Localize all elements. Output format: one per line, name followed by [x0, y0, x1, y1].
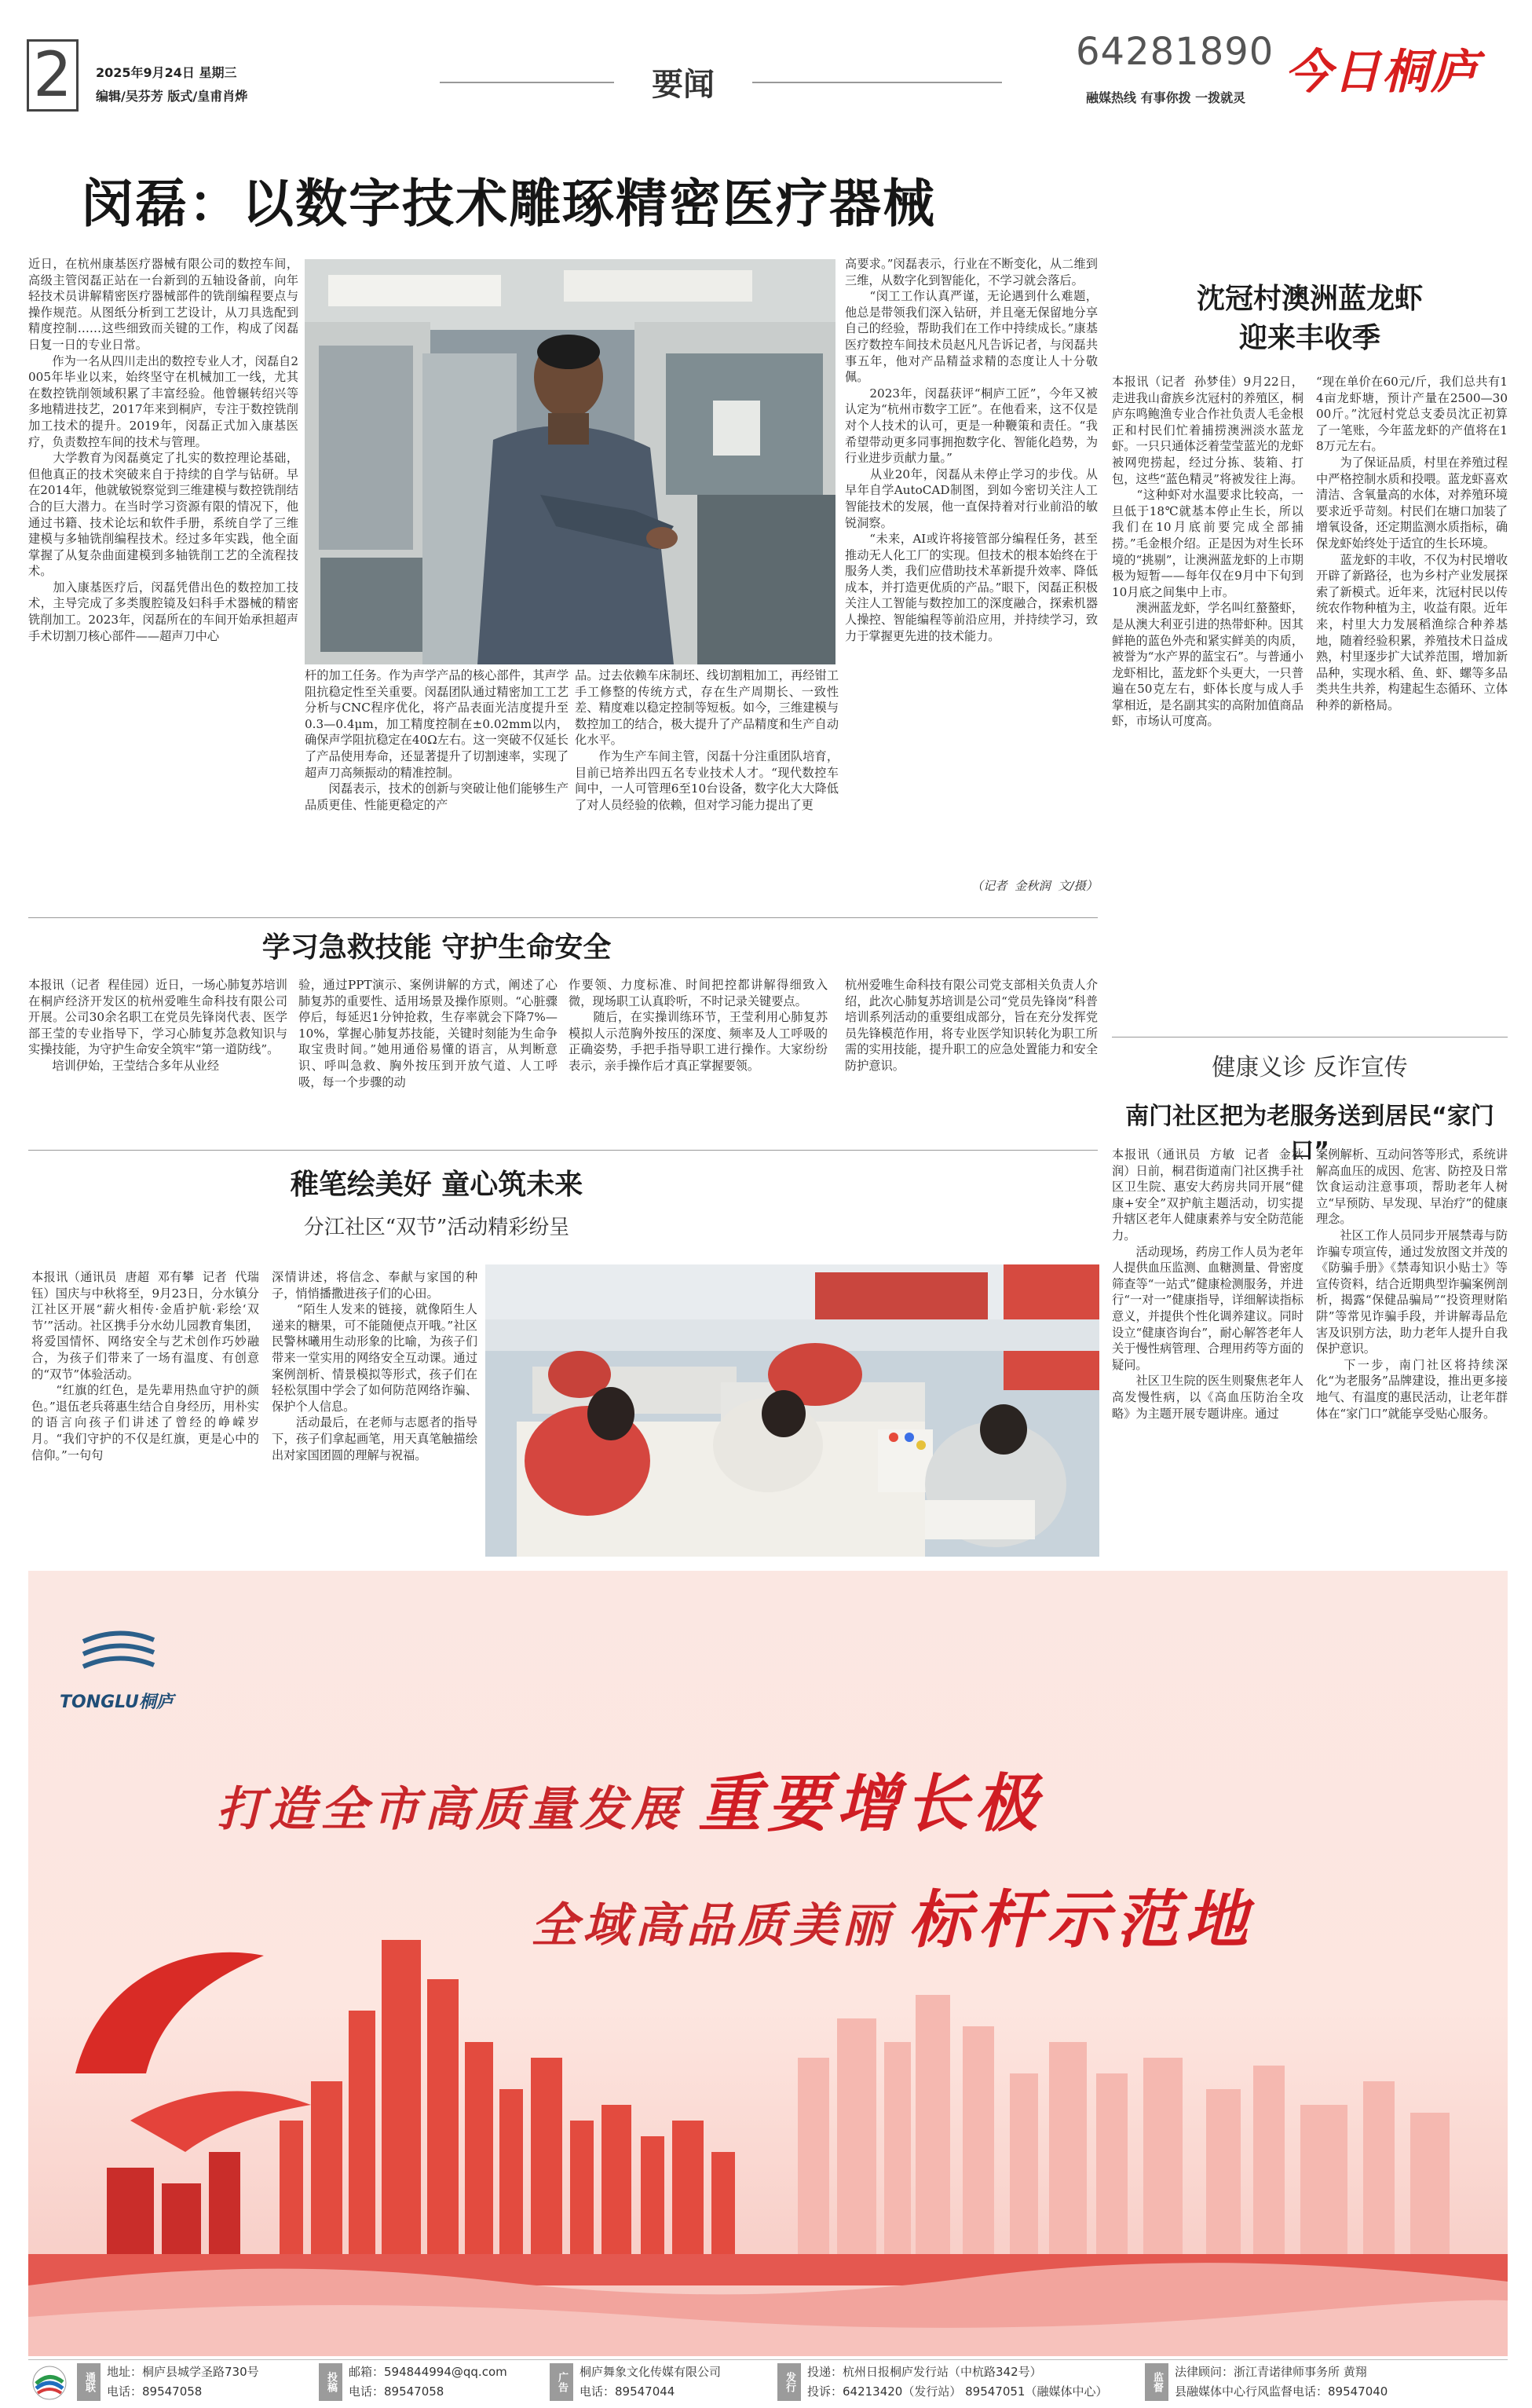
lead-column-3: 品。过去依赖车床制坯、线切割粗加工，再经钳工手工修整的传统方式，存在生产周期长、一致性差、精度难以稳定控制等短板。如今，三维建模与数控加工的结合，极大提升了产品精度和生产自动化水平。 作为生产车间主管，闵磊十分注重团队培育，目前已培养出四五名专业技术人才。“现代数控车间中，一人可管理6至10台设备，数字化大大降低了对人员经验的依赖，但对学习能力提出了更 — [575, 668, 839, 812]
ad-banner — [28, 1571, 1508, 2356]
footer-label: 投稿 — [319, 2363, 342, 2401]
footer-text-line: 地址：桐庐县城学圣路730号 — [107, 2365, 259, 2379]
lead-column-2: 杆的加工任务。作为声学产品的核心部件，其声学阻抗稳定性至关重要。闵磊团队通过精密加工工艺分析与CNC程序优化，将产品表面光洁度提升至0.3—0.4μm，加工精度控制在±0.02mm以内，确保声学阻抗稳定在40Ω左右。这一突破不仅延长了产品使用寿命，还显著提升了切割速率，实现了超声刀高频振动的精准控制。 闵磊表示，技术的创新与突破让他们能够生产品质更佳、性能更稳定的产 — [305, 668, 569, 812]
lobster-headline-1: 沈冠村澳洲蓝龙虾 — [1196, 283, 1423, 315]
lead-photo-svg — [305, 259, 835, 664]
footer-text-line: 桐庐舞象文化传媒有限公司 — [580, 2365, 722, 2379]
lead-column-4: 高要求。”闵磊表示，行业在不断变化，从二维到三维，从数字化到智能化，不学习就会落后。 “闵工工作认真严谨，无论遇到什么难题，他总是带领我们深入钻研，并且毫无保留地分享自己的经验，帮助我们在工作中持续成长。”康基医疗数控车间技术员赵凡凡告诉记者，与闵磊共事五年，他对产品精益求精的态度让人十分敬佩。 2023年，闵磊获评“桐庐工匠”，今年又被认定为“杭州市数字工匠”。在他看来，这不仅是对个人技术的认可，更是一种鞭策和责任。“我希望带动更多同事拥抱数字化、智能化趋势，为行业进步贡献力量。” 从业20年，闵磊从未停止学习的步伐。从早年自学AutoCAD制图，到如今密切关注人工智能技术的发展，他一直保持着对行业前沿的敏锐洞察。 “未来，AI或许将接管部分编程任务，甚至推动无人化工厂的实现。但技术的根本始终在于服务人类，我们应借助技术革新提升效率、降低成本，并打造更优质的产品。”眼下，闵磊正积极关注人工智能与数控加工的深度融合，探索机器人操控、智能编程等前沿应用，并持续学习，致力于掌握更先进的技术能力。 — [845, 257, 1098, 643]
elderly-column-1: 本报讯（通讯员 方敏 记者 金秋润）日前，桐君街道南门社区携手社区卫生院、惠安大药房共同开展“健康+安全”双护航主题活动，切实提升辖区老年人健康素养与安全防范能力。 活动现场，药房工作人员为老年人提供血压监测、血糖测量、骨密度筛查等“一站式”健康检测服务，并进行“一对一”健康指导，详细解读指标意义，并提供个性化调养建议。同时设立“健康咨询台”，耐心解答老年人关于慢性病管理、合理用药等方面的疑问。 社区卫生院的医生则聚焦老年人高发慢性病，以《高血压防治全攻略》为主题开展专题讲座。通过 — [1112, 1147, 1303, 1421]
festival-column-1: 本报讯（通讯员 唐超 邓有攀 记者 代瑞钰）国庆与中秋将至，9月23日，分水镇分江社区开展“薪火相传·金盾护航·彩绘‘双节’”活动。社区携手分水幼儿园教育集团，将爱国情怀、网络安全与艺术创作巧妙融合，为孩子们带来了一场有温度、有创意的“双节”体验活动。 “红旗的红色，是先辈用热血守护的颜色。”退伍老兵蒋惠生结合自身经历，用朴实的语言向孩子们讲述了曾经的峥嵘岁月。“我们守护的不仅是红旗，更是心中的信仰。”一句句 — [31, 1270, 259, 1462]
footer-text-line: 电话：89547058 — [107, 2384, 203, 2399]
first-aid-headline: 学习急救技能 守护生命安全 — [261, 931, 612, 964]
banner-line1-part1: 打造全市高质量发展 — [217, 1782, 683, 1837]
masthead-rule-right — [752, 82, 1002, 83]
lead-column-1: 近日，在杭州康基医疗器械有限公司的数控车间，高级主管闵磊正站在一台新到的五轴设备前，向年轻技术员讲解精密医疗器械部件的铣削编程要点与操作规范。从图纸分析到工艺设计，从刀具选配到精度控制……这些细致而关键的工作，构成了闵磊日复一日的专业日常。 作为一名从四川走出的数控专业人才，闵磊自2005年毕业以来，始终坚守在机械加工一线，尤其在数控铣削领域积累了丰富经验。他曾辗转绍兴等多地精进技艺，2017年来到桐庐，专注于数控铣削加工技术的提升。2019年，闵磊正式加入康基医疗，负责数控车间的技术与管理。 大学教育为闵磊奠定了扎实的数控理论基础，但他真正的技术突破来自于持续的自学与钻研。早在2014年，他就敏锐察觉到三维建模与数控铣削结合的巨大潜力。在当时学习资源有限的情况下，他通过书籍、技术论坛和软件手册，系统自学了三维建模与多轴铣削编程技术。经过多年实践，他全面掌握了从复杂曲面建模到多轴铣削工艺的全流程技术。 加入康基医疗后，闵磊凭借出色的数控加工技术，主导完成了多类腹腔镜及妇科手术器械的精密铣削加工。2023年，闵磊所在的车间开始承担超声手术切割刀核心部件——超声刀中心 — [28, 257, 298, 643]
footer-bar — [28, 2359, 1508, 2403]
footer-text-line: 电话：89547044 — [580, 2384, 675, 2399]
first-aid-column-3: 作要领、力度标准、时间把控都讲解得细致入微，现场职工认真聆听，不时记录关键要点。 随后，在实操训练环节，王莹利用心肺复苏模拟人示范胸外按压的深度、频率及人工呼吸的正确姿势，手把手指导职工进行操作。大家纷纷表示，亲手操作后才真正掌握要领。 — [569, 978, 828, 1073]
paper-name-logo: 今日桐庐 — [1285, 45, 1479, 100]
first-aid-column-4: 杭州爱唯生命科技有限公司党支部相关负责人介绍，此次心肺复苏培训是公司“党员先锋岗”科普培训系列活动的重要组成部分，旨在充分发挥党员先锋模范作用，将专业医学知识转化为职工所需的实用技能，提升职工的应急处置能力和安全防护意识。 — [845, 978, 1098, 1073]
lead-headline: 闵磊：以数字技术雕琢精密医疗器械 — [82, 174, 936, 234]
footer-text-line: 法律顾问：浙江青诺律师事务所 黄翔 — [1175, 2365, 1367, 2379]
banner-line1-part2: 重要增长极 — [698, 1766, 1044, 1840]
festival-subhead: 分江社区“双节”活动精彩纷呈 — [303, 1216, 570, 1239]
first-aid-column-2: 验，通过PPT演示、案例讲解的方式，阐述了心肺复苏的重要性、适用场景及操作原则。“心脏骤停后，每延迟1分钟抢救，生存率就会下降7%—10%，掌握心肺复苏技能，关键时刻能为生命争取宝贵时间。”她用通俗易懂的语言，从判断意识、呼叫急救、胸外按压到开放气道、人工呼吸，每一个步骤的动 — [298, 978, 558, 1089]
editor-line: 编辑/吴芬芳 版式/皇甫肖烨 — [96, 89, 248, 104]
hotline-number: 64281890 — [1076, 30, 1274, 74]
festival-headline: 稚笔绘美好 童心筑未来 — [290, 1169, 583, 1201]
footer-text-line: 邮箱：594844994@qq.com — [349, 2365, 507, 2379]
tonglu-logo-text: TONGLU桐庐 — [60, 1693, 174, 1712]
banner-background-svg — [28, 1571, 1508, 2356]
page-number-box — [27, 39, 79, 112]
festival-column-2: 深情讲述，将信念、奉献与家国的种子，悄悄播撒进孩子们的心田。 “陌生人发来的链接，就像陌生人递来的糖果，可不能随便点开哦。”社区民警林曦用生动形象的比喻，为孩子们带来一堂实用的网络安全互动课。通过案例剖析、情景模拟等形式，孩子们在轻松氛围中学会了如何防范网络诈骗、保护个人信息。 活动最后，在老师与志愿者的指导下，孩子们拿起画笔，用天真笔触描绘出对家国团圆的理解与祝福。 — [272, 1270, 477, 1462]
lead-photo-workshop — [305, 259, 835, 664]
tonglu-logo-icon — [75, 1618, 162, 1681]
footer-text-line: 电话：89547058 — [349, 2384, 444, 2399]
first-aid-top-rule — [28, 917, 1098, 918]
festival-top-rule — [28, 1150, 1098, 1151]
footer-text-line: 投诉：64213420（发行站） 89547051（融媒体中心） — [807, 2384, 1108, 2399]
footer-text-line: 县融媒体中心行风监督电话：89547040 — [1175, 2384, 1388, 2399]
elderly-kicker: 健康义诊 反诈宣传 — [1212, 1054, 1408, 1081]
footer-logo-icon — [31, 2365, 68, 2401]
elderly-headline: 南门社区把为老服务送到居民“家门口” — [1125, 1103, 1494, 1165]
banner-slogan-line-2 — [531, 1869, 1254, 1960]
hotline-slogan: 融媒热线 有事你拨 一拨就灵 — [1086, 90, 1246, 105]
lobster-headline-2: 迎来丰收季 — [1238, 322, 1380, 354]
banner-line2-part2: 标杆示范地 — [909, 1883, 1255, 1956]
banner-line2-part1: 全域高品质美丽 — [531, 1898, 894, 1953]
footer-label: 发行 — [777, 2363, 801, 2401]
banner-slogan-line-1 — [217, 1753, 1044, 1843]
page-number: 2 — [33, 40, 72, 111]
masthead-rule-left — [440, 82, 614, 83]
footer-label: 监督 — [1145, 2363, 1168, 2401]
section-title: 要闻 — [652, 67, 715, 103]
first-aid-column-1: 本报讯（记者 程佳园）近日，一场心肺复苏培训在桐庐经济开发区的杭州爱唯生命科技有限公司开展。公司30余名职工在党员先锋岗代表、医学部王莹的专业指导下，学习心肺复苏急救知识与实操技能，为守护生命安全筑牢“第一道防线”。 培训伊始，王莹结合多年从业经 — [28, 978, 287, 1073]
festival-photo-children — [485, 1264, 1099, 1557]
festival-photo-svg — [485, 1264, 1099, 1557]
footer-label: 通联 — [77, 2363, 101, 2401]
footer-label: 广告 — [550, 2363, 573, 2401]
date-line: 2025年9月24日 星期三 — [96, 65, 237, 80]
footer-text-line: 投递：杭州日报桐庐发行站（中杭路342号） — [807, 2365, 1042, 2379]
elderly-column-2: 案例解析、互动问答等形式，系统讲解高血压的成因、危害、防控及日常饮食运动注意事项，帮助老年人树立“早预防、早发现、早治疗”的健康理念。 社区工作人员同步开展禁毒与防诈骗专项宣传，通过发放图文并茂的《防骗手册》《禁毒知识小贴士》等宣传资料，结合近期典型诈骗案例剖析，揭露“保健品骗局”“投资理财陷阱”等常见诈骗手段，并讲解毒品危害及识别方法，助力老年人提升自我保护意识。 下一步，南门社区将持续深化“为老服务”品牌建设，推出更多接地气、有温度的惠民活动，让老年群体在“家门口”就能享受贴心服务。 — [1316, 1147, 1508, 1421]
lobster-column-2: “现在单价在60元/斤，我们总共有14亩龙虾塘，预计产量在2500—3000斤。”沈冠村党总支委员沈正初算了一笔账，今年蓝龙虾的产值将在18万元左右。 为了保证品质，村里在养殖过程中严格控制水质和投喂。蓝龙虾喜欢清洁、含氧量高的水体，对养殖环境要求近乎苛刻。村民们在塘口加装了增氧设备，还定期监测水质指标，确保龙虾始终处于适宜的生长环境。 蓝龙虾的丰收，不仅为村民增收开辟了新路径，也为乡村产业发展探索了新模式。近年来，沈冠村民以传统农作物种植为主，收益有限。近年来，村里大力发展稻渔综合种养基地，随着经验积累，养殖技术日益成熟，村里逐步扩大试养范围，增加新品种，实现水稻、鱼、虾、螺等多品类共生共养，构建起生态循环、立体种养的新格局。 — [1316, 375, 1508, 712]
lead-byline: （记者 金秋润 文/摄） — [971, 879, 1098, 893]
lobster-column-1: 本报讯（记者 孙梦佳）9月22日，走进我山畲族乡沈冠村的养殖区，桐庐东鸣鲍渔专业合作社负责人毛金根正和村民们忙着捕捞澳洲淡水蓝龙虾。一只只通体泛着莹莹蓝光的龙虾被网兜捞起，经过分拣、装箱、打包，这些“蓝色精灵”将被发往上海。 “这种虾对水温要求比较高，一旦低于18℃就基本停止生长，所以我们在10月底前要完成全部捕捞。”毛金根介绍。正是因为对生长环境的“挑剔”，让澳洲蓝龙虾的上市期极为短暂——每年仅在9月中下旬到10月底之间集中上市。 澳洲蓝龙虾，学名叫红螯螯虾，是从澳大利亚引进的热带虾种。因其鲜艳的蓝色外壳和紧实鲜美的肉质，被誉为“水产界的蓝宝石”。与普通小龙虾相比，蓝龙虾个头更大，一只普遍在50克左右，虾体长度与成人手掌相近，是名副其实的高附加值商品虾，市场认可度高。 — [1112, 375, 1303, 729]
